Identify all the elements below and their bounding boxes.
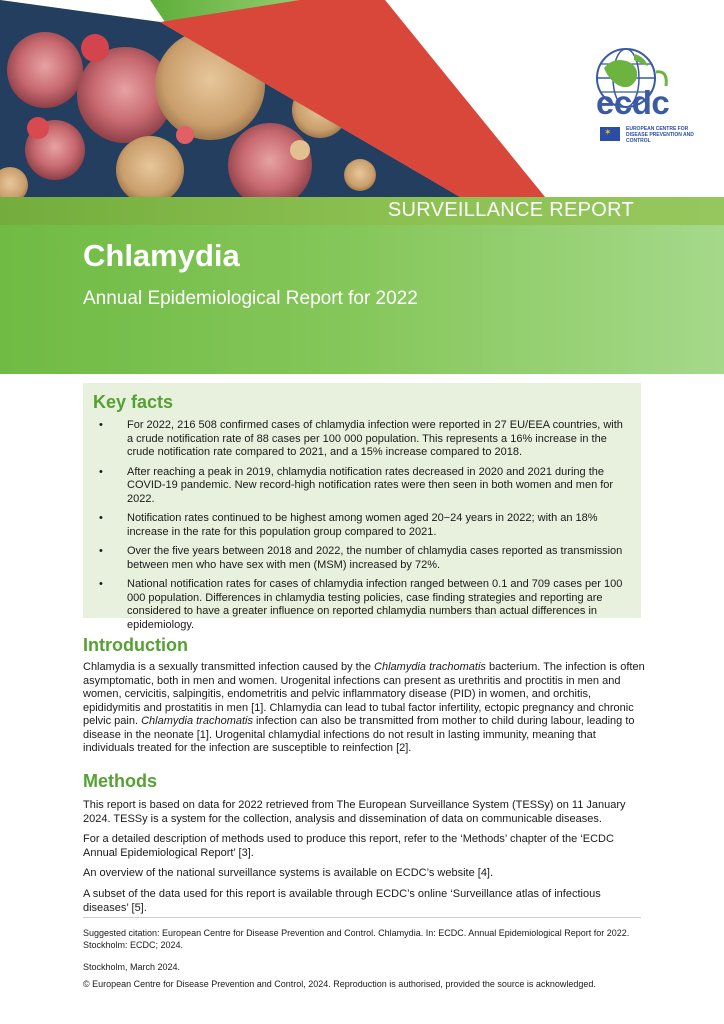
- page-title: Chlamydia: [83, 238, 240, 273]
- page-subtitle: Annual Epidemiological Report for 2022: [83, 288, 418, 309]
- introduction-heading: Introduction: [83, 635, 188, 655]
- methods-heading: Methods: [83, 771, 157, 791]
- methods-paragraph: This report is based on data for 2022 retrieved from The European Surveillance System (TESSy) on 11 January 2024. TESSy is a system for the collection, analysis and dissemination of data on communicable diseases.: [83, 799, 626, 825]
- bullet: •: [99, 545, 103, 557]
- list-item: [93, 466, 629, 507]
- methods-paragraph: An overview of the national surveillance systems is available on ECDC’s website [4].: [83, 867, 494, 879]
- list-item-text: Notification rates continued to be highest among women aged 20−24 years in 2022; with an 18% increase in the rate for this population group compared to 2021.: [127, 512, 598, 538]
- list-item-text: After reaching a peak in 2019, chlamydia notification rates decreased in 2020 and 2021 during the COVID-19 pandemic. New record-high notification rates were then seen in both women and men for 2022.: [127, 465, 614, 505]
- italic-species-name: Chlamydia trachomatis: [141, 715, 253, 727]
- methods-paragraph: A subset of the data used for this report is available through ECDC’s online ‘Surveillance atlas of infectious diseases’ [5].: [83, 888, 601, 914]
- key-facts-list: [93, 419, 629, 632]
- list-item: [93, 419, 629, 460]
- report-type: SURVEILLANCE REPORT: [387, 199, 634, 221]
- report-header: [0, 0, 724, 374]
- copyright-notice: © European Centre for Disease Prevention and Control, 2024. Reproduction is authorised, provided the source is acknowledged.: [83, 979, 596, 989]
- bullet: •: [99, 419, 103, 431]
- eu-flag-icon: ✶: [600, 127, 620, 141]
- logo-organisation: EUROPEAN CENTRE FOR DISEASE PREVENTION AND CONTROL: [626, 126, 694, 144]
- list-item: [93, 512, 629, 539]
- list-item-text: Over the five years between 2018 and 2022, the number of chlamydia cases reported as transmission between men who have sex with men (MSM) increased by 72%.: [127, 545, 623, 571]
- key-facts-heading: Key facts: [93, 392, 174, 412]
- list-item: [93, 578, 629, 632]
- key-facts-box: [83, 383, 641, 631]
- place-date: Stockholm, March 2024.: [83, 962, 181, 972]
- list-item: [93, 545, 629, 572]
- suggested-citation: Suggested citation: European Centre for Disease Prevention and Control. Chlamydia. In: ECDC. Annual Epidemiological Report for 2022. Stockholm: ECDC; 2024.: [83, 928, 630, 950]
- italic-species-name: Chlamydia trachomatis: [374, 661, 486, 673]
- bullet: •: [99, 578, 103, 590]
- methods-paragraph: For a detailed description of methods used to produce this report, refer to the ‘Methods’ chapter of the ‘ECDC Annual Epidemiological Report’ [3].: [83, 833, 614, 859]
- list-item-text: For 2022, 216 508 confirmed cases of chlamydia infection were reported in 27 EU/EEA countries, with a crude notification rate of 88 cases per 100 000 population. This represents a 16% increase in the crude notification rate compared to 2021, and a 15% increase compared to 2018.: [127, 419, 623, 458]
- introduction-text: Chlamydia is a sexually transmitted infection caused by the Chlamydia trachomatis bacterium. The infection is often asymptomatic, both in men and women. Urogenital infections can present as urethritis and proctitis in men and women, cervicitis, salpingitis, endometritis and pelvic inflammatory disease (PID) in women, and orchitis, epididymitis and prostatitis in men [1]. Chlamydia can lead to tubal factor infertility, ectopic pregnancy and chronic pelvic pain. Chlamydia trachomatis infection can also be transmitted from mother to child during labour, leading to disease in the neonate [1]. Urogenital chlamydial infections do not result in lasting immunity, meaning that individuals treated for the infection are susceptible to reinfection [2].: [83, 661, 645, 754]
- bullet: •: [99, 465, 103, 478]
- bullet: •: [99, 512, 103, 524]
- footer-divider: [83, 917, 641, 918]
- logo-wordmark: ecdc: [596, 84, 670, 121]
- list-item-text: National notification rates for cases of chlamydia infection ranged between 0.1 and 709 cases per 100 000 population. Differences in chlamydia testing policies, case finding strategies and reporting are considered to have a greater influence on reported chlamydia numbers than actual differences in epidemiology.: [127, 578, 623, 631]
